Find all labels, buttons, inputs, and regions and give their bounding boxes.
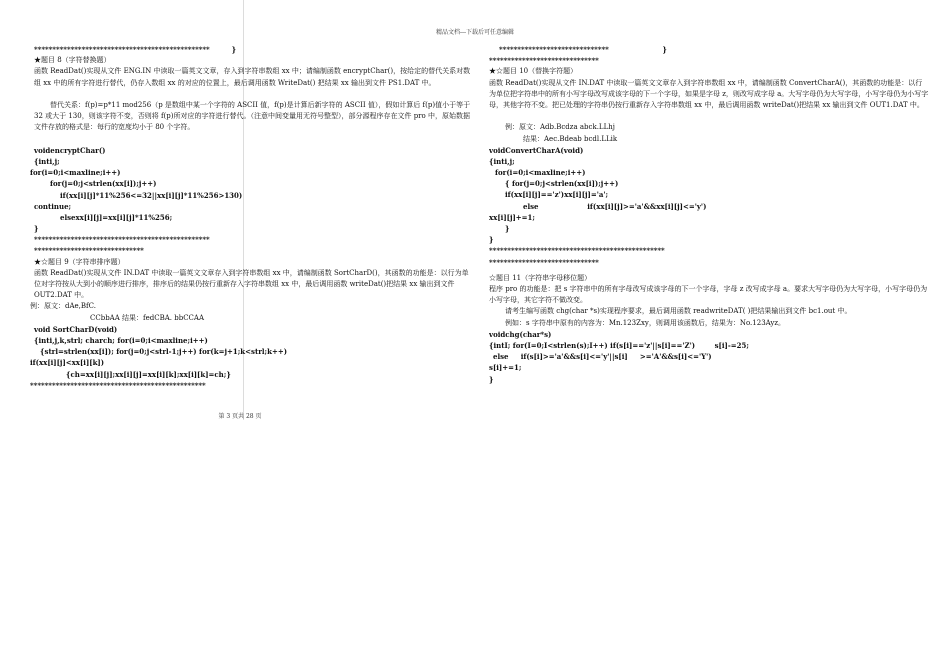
code-line: continue; <box>34 201 72 211</box>
q8-title: ★题目 8（字符替换题） <box>34 56 111 65</box>
separator-line: ************************************************ <box>34 235 210 245</box>
q11-description: 程序 pro 的功能是：把 s 字符串中的所有字母改写成该字母的下一个字母，字母 z 改写成字母 a。要求大写字母仍为大写字母，小写字母仍为小写字母，其它字符不做改变。 <box>489 284 928 305</box>
q10-description: 函数 ReadDat()实现从文件 IN.DAT 中读取一篇英文文章存入到字符串数组 xx 中，请编制函数 ConvertCharA()，其函数的功能是：以行为单位把字符串中的所有小写字母改写成该字母的下一个字母，如果是字母 z，则改写成字母 a。大写字母仍为大写字母，小写字母仍为小写字母，其他字符不变。把已处理的字符串仍按行重新存入字符串数组 xx 中，最后调用函数 writeDat()把结果 xx 输出到文件 OUT1.DAT 中。 <box>489 78 929 109</box>
separator-line: ************************************************ } <box>34 45 237 54</box>
code-line: } <box>505 224 510 234</box>
separator-line: ****************************** } <box>499 45 667 54</box>
separator-line: ****************************** <box>34 246 144 256</box>
code-line: for(i=0;i<maxline;i++) <box>495 168 586 178</box>
code-line: voidencryptChar() <box>34 145 106 155</box>
code-line: {inti,j; <box>489 156 515 166</box>
code-line: { for(j=0;j<strlen(xx[i]);j++) <box>505 179 619 189</box>
code-line: xx[i][j]+=1; <box>489 212 535 222</box>
code-line: } <box>489 374 494 384</box>
separator-line: ************************************************ <box>30 380 206 390</box>
separator-line: ****************************** <box>489 56 599 66</box>
q9-title: ★☆题目 9（字符串排序题） <box>34 257 125 266</box>
code-line: elsexx[i][j]=xx[i][j]*11%256; <box>60 212 173 222</box>
code-line: if(xx[i][j]<xx[i][k]) <box>30 358 105 368</box>
q10-example-result: 结果：Aec.Bdeab bcdl.LLik <box>523 134 618 143</box>
code-line: } <box>489 235 494 245</box>
code-line: if(xx[i][j]=='z')xx[i][j]='a'; <box>505 190 609 200</box>
code-line: voidConvertCharA(void) <box>489 145 584 155</box>
q8-description: 函数 ReadDat()实现从文件 ENG.IN 中读取一篇英文文章，存入到字符串数组 xx 中；请编制函数 encryptChar()，按给定的替代关系对数组 xx 中的所有字符进行替代，仍存入数组 xx 的对应的位置上，最后调用函数 WriteDat() 把结果 xx 输出到文件 PS1.DAT 中。 <box>34 67 471 87</box>
q10-title: ★☆题目 10（替换字符题） <box>489 67 578 76</box>
q11-example: 例如：s 字符串中原有的内容为：Mn.123Zxy，则调用该函数后，结果为：No.123Ayz。 <box>505 318 786 327</box>
code-line: {strl=strlen(xx[i]); for(j=0;j<strl-1;j++) for(k=j+1;k<strl;k++) <box>40 347 288 357</box>
code-line: } <box>34 224 39 234</box>
code-line: {inti,j,k,strl; charch; for(i=0;i<maxline;i++) <box>34 335 208 345</box>
code-line: if(xx[i][j]*11%256<=32||xx[i][j]*11%256>130) <box>60 190 243 200</box>
code-line: {intI; for(I=0;I<strlen(s);I++) if(s[i]=='z'||s[i]=='Z') s[i]-=25; <box>489 340 749 350</box>
right-column <box>489 44 929 385</box>
code-line: {inti,j; <box>34 156 60 166</box>
code-line: for(i=0;i<maxline;i++) <box>30 168 121 178</box>
code-line: {ch=xx[i][j];xx[i][j]=xx[i][k];xx[i][k]=ch;} <box>66 369 231 379</box>
code-line: else if(xx[i][j]>='a'&&xx[i][j]<='y') <box>523 201 707 211</box>
q9-example: 例：原文：dAe,BfC. <box>30 302 96 311</box>
q11-requirement: 请考生编写函数 chg(char *s)实现程序要求，最后调用函数 readwriteDAT( )把结果输出到文件 bc1.out 中。 <box>505 307 852 316</box>
q8-rule: 替代关系：f(p)=p*11 mod256（p 是数组中某一个字符的 ASCII 值，f(p)是计算后新字符的 ASCII 值），假如计算后 f(p)值小于等于 32 或大于 130，则该字符不变，否则将 f(p)所对应的字符进行替代。（注意中间变量用无符号整型），部分源程序存在文件 pro 中，原始数据文件存放的格式是：每行的宽度均小于 80 个字符。 <box>34 100 471 132</box>
separator-line: ****************************** <box>489 257 599 267</box>
page-footer: 第 3 页共 28 页 <box>218 413 262 420</box>
left-column <box>30 44 475 391</box>
code-line: for(j=0;j<strlen(xx[i]);j++) <box>50 179 157 189</box>
code-line: s[i]+=1; <box>489 363 522 373</box>
code-line: void SortCharD(void) <box>34 324 118 334</box>
q9-example-result: CCbbAA 结果：fedCBA. bbCCAA <box>90 313 205 322</box>
q11-title: ☆题目 11（字符串字母移位题） <box>489 273 592 282</box>
page-header: 精品文档---下载后可任意编辑 <box>435 29 515 36</box>
separator-line: ************************************************ <box>489 246 665 256</box>
q10-example: 例：原文：Adb.Bcdza abck.LLhj <box>505 123 615 132</box>
code-line: voidchg(char*s) <box>489 329 552 339</box>
q9-description: 函数 ReadDat()实现从文件 IN.DAT 中读取一篇英文文章存入到字符串数组 xx 中，请编制函数 SortCharD()，其函数的功能是：以行为单位对字符按从大到小的顺序进行排序，排序后的结果仍按行重新存入字符串数组 xx 中，最后调用函数 writeDat()把结果 xx 输出到文件 OUT2.DAT 中。 <box>34 268 469 300</box>
code-line: else if(s[i]>='a'&&s[i]<='y'||s[i] >='A'&&s[i]<='Y') <box>493 352 712 362</box>
